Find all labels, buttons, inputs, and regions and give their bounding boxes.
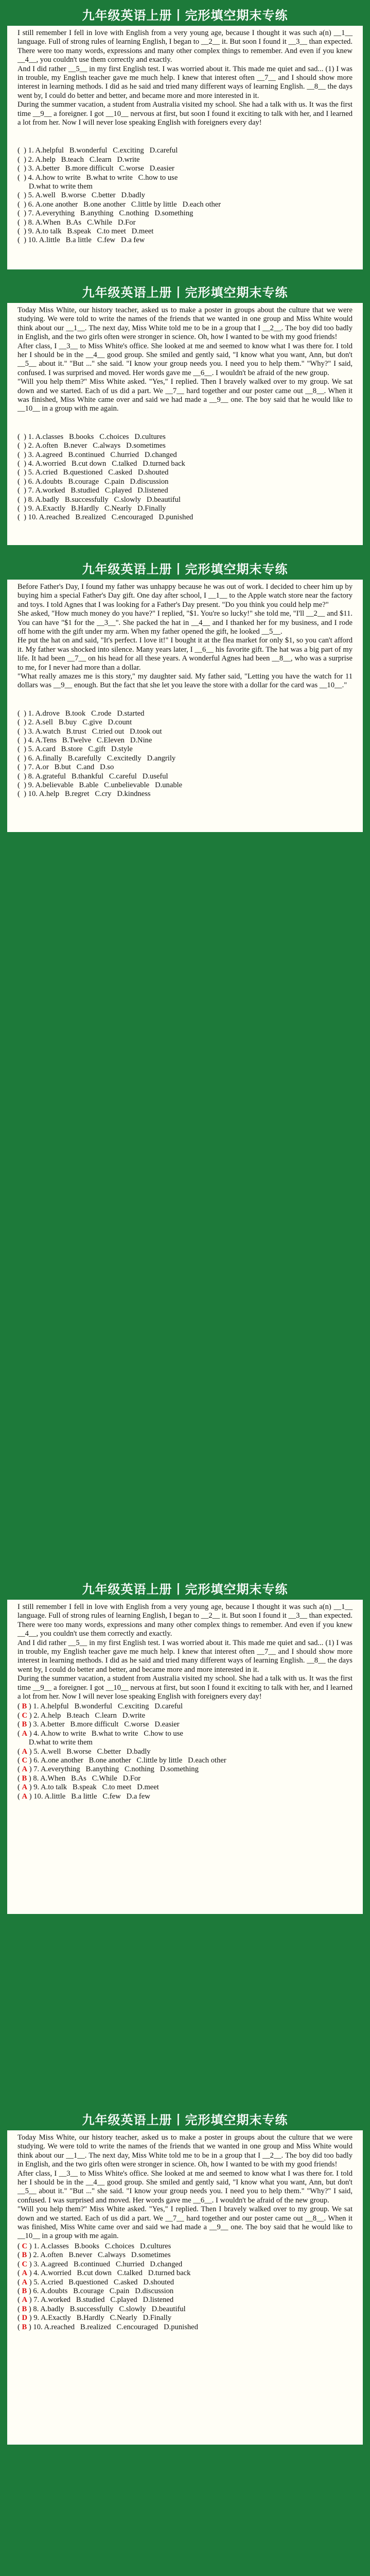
passage-2-answers [17,2133,353,2332]
answer-option-row: ( A ) 4. A.worried B.cut down C.talked D.turned back [17,2269,191,2278]
answer-option-row: ( A ) 7. A.everything B.anything C.nothing D.something [17,1765,199,1774]
paragraph: After class, I __3__ to Miss White's office. She looked at me and seemed to know what I was there for. I told her I should be in the __4__ good group. She smiled and gently said, "I know what you want, Ann, but don't __5__ about it." "But ..." she said. "I know your group needs you. I need you to help them." "Why?" I said, confused. I was surprised and moved. Her words gave me __6__. I wouldn't be afraid of the new group. [17,2169,353,2205]
answer-letter: C [22,2242,28,2250]
answer-option-row: ( C ) 2. A.help B.teach C.learn D.write [17,1711,146,1720]
answer-letter: B [22,1774,27,1783]
answer-letter: A [22,1729,28,1738]
paragraph: Today Miss White, our history teacher, asked us to make a poster in groups about the culture that we were studying. We were told to write the names of the friends that we wanted in one group and Miss White would think about our __1__. The next day, Miss White told me to be in a group that I __2__. The boy did too badly in English, and the two girls often were stronger in science. Oh, how I wanted to be with my good friends! [17,2133,353,2169]
passage-1-answers [17,1603,353,1801]
answer-letter: B [22,2323,27,2331]
paragraph: And I did rather __5__ in my first English test. I was worried about it. This made me quiet and sad... (1) I was in trouble, my English teacher gave me much help. I knew that interest often __7__ and I should show more interest in learning methods. I did as he said and tried many different ways of learning English. __8__ the days went by, I could do better and better, and became more and more interested in it. [17,1638,353,1674]
answer-letter: A [22,2296,28,2304]
answer-option-row: ( B ) 6. A.doubts B.courage C.pain D.discussion [17,2286,174,2295]
paragraph: And I did rather __5__ in my first English test. I was worried about it. This made me quiet and sad... (1) I was in trouble, my English teacher gave me much help. I knew that interest often __7__ and I should show more interest in learning methods. I did as he said and tried many different ways of learning English. __8__ the days went by, I could do better and better, and became more and more interested in it. [17,64,353,100]
paragraph: She asked, "How much money do you have?" I replied, "$1. You're so lucky!" she told me, "I'll __2__ and $11. You can have "$1 for the __3__". She packed the hat in __4__ and I thanked her for my business, and I rode off home with the gift under my arm. When my father opened the gift, he looked __5__. [17,609,353,636]
paragraph: Before Father's Day, I found my father was unhappy because he was out of work. I decided to cheer him up by buying him a special Father's Day gift. One day after school, I __1__ to the Apple watch store near the factory and toys. I told Agnes that I was looking for a Father's Day present. "Do you think you could help me?" [17,583,353,609]
answer-option-row: ( A ) 9. A.to talk B.speak C.to meet D.meet [17,1783,159,1792]
paragraph: During the summer vacation, a student from Australia visited my school. She had a talk with us. It was the first time __9__ a foreigner. I got __10__ nervous at first, but soon I found it exciting to talk with her, and I learned a lot from her. Now I will never lose speaking English with foreigners every day! [17,1674,353,1701]
answer-option-row: ( C ) 1. A.classes B.books C.choices D.cultures [17,2242,171,2250]
answer-letter: A [22,1783,28,1792]
answer-options-list [17,1702,353,1801]
page-section-2 [0,1574,370,2576]
options-list: ( ) 1. A.drove B.took C.rode D.started ( ) 2. A.sell B.buy C.give D.count ( ) 3. A.watch B.trust C.tried out D.took out ( ) 4. A.Tens B.Twelve C.Eleven D.Nine ( ) 5. A.card B.store C.gift D.style ( ) 6. A.finally B.carefully C.excitedly D.angrily ( ) 7. A.or B.but C.and D.so ( ) 8. A.grateful B.thankful C.careful D.useful ( ) 9. A.believable B.able C.unbelievable D.unable ( ) 10. A.help B.regret C.cry D.kindness [17,709,183,799]
answer-letter: A [22,1747,28,1756]
answer-letter: B [22,2304,27,2313]
paragraph: After class, I __3__ to Miss White's office. She looked at me and seemed to know what I was there for. I told her I should be in the __4__ good group. She smiled and gently said, "I know what you want, Ann, but don't __5__ about it." "But ..." she said. "I know your group needs you. I need you to help them." "Why?" I said, confused. I was surprised and moved. Her words gave me __6__. I wouldn't be afraid of the new group. [17,342,353,377]
answer-option-row: ( C ) 3. A.agreed B.continued C.hurried D.changed [17,2260,183,2268]
passage-card [7,0,363,269]
answer-letter: C [22,1711,28,1720]
paragraph: I still remember I fell in love with English from a very young age, because I thought it was such a(n) __1__ language. Full of strong rules of learning English, I began to __2__ it. But soon I found it __3__ than expected. There were too many words, expressions and many other complex things to remember. And even if you knew __4__, you couldn't use them correctly and exactly. [17,1603,353,1638]
paragraph: "Will you help them?" Miss White asked. "Yes," I replied. Then I bravely walked over to my group. We sat down and we started. Each of us did a part. We __7__ hard together and our poster came out __8__. When it was finished, Miss White came over and said we had made a __9__ one. The boy said that he would like to __10__ in a group with me again. [17,2205,353,2241]
page-title: 九年级英语上册丨完形填空期末专练 [82,562,288,577]
answer-option-row: D.what to write them [17,1738,93,1747]
background-filler [0,840,370,1561]
answer-option-row: ( B ) 2. A.often B.never C.always D.sometimes [17,2251,171,2260]
answer-letter: A [22,2269,28,2278]
answer-letter: B [22,2286,27,2295]
options-list: ( ) 1. A.classes B.books C.choices D.cultures ( ) 2. A.often B.never C.always D.sometimes ( ) 3. A.agreed B.continued C.hurried D.changed ( ) 4. A.worried B.cut down C.talked D.turned back ( ) 5. A.cried B.questioned C.asked D.shouted ( ) 6. A.doubts B.courage C.pain D.discussion ( ) 7. A.worked B.studied C.played D.listened ( ) 8. A.badly B.successfully C.slowly D.beautiful ( ) 9. A.Exactly B.Hardly C.Nearly D.Finally ( ) 10. A.reached B.realized C.encouraged D.punished [17,432,193,522]
passage-card-answers [7,2105,363,2445]
answer-option-row: ( B ) 8. A.When B.As C.While D.For [17,1774,141,1783]
answer-letter: B [22,2251,27,2260]
answer-letter: B [22,1702,27,1711]
passage-card [7,277,363,545]
passage-card [7,554,363,832]
passage-card-answers [7,1574,363,1914]
answer-letter: A [22,1792,28,1801]
answer-option-row: ( B ) 1. A.helpful B.wonderful C.exciting D.careful [17,1702,183,1711]
answer-option-row: ( B ) 8. A.badly B.successfully C.slowly D.beautiful [17,2304,186,2313]
answer-letter: C [22,2260,28,2268]
answer-letter: A [22,1765,28,1774]
answer-letter: D [22,2314,28,2323]
answer-letter: A [22,2278,28,2286]
answer-option-row: ( B ) 10. A.reached B.realized C.encouraged D.punished [17,2323,198,2331]
page-title: 九年级英语上册丨完形填空期末专练 [82,1582,288,1597]
paragraph: I still remember I fell in love with English from a very young age, because I thought it was such a(n) __1__ language. Full of strong rules of learning English, I began to __2__ it. But soon I found it __3__ than expected. There were too many words, expressions and many other complex things to remember. And even if you knew __4__, you couldn't use them correctly and exactly. [17,29,353,64]
paragraph: During the summer vacation, a student from Australia visited my school. She had a talk with us. It was the first time __9__ a foreigner. I got __10__ nervous at first, but soon I found it exciting to talk with her, and I learned a lot from her. Now I will never lose speaking English with foreigners every day! [17,100,353,127]
passage-3 [17,583,353,817]
passage-1 [17,29,353,263]
answer-option-row: ( C ) 6. A.one another B.one another C.little by little D.each other [17,1756,226,1765]
page-title: 九年级英语上册丨完形填空期末专练 [82,2113,288,2127]
answer-option-row: ( A ) 10. A.little B.a little C.few D.a few [17,1792,150,1801]
paragraph: He put the hat on and said, "It's perfect. I love it!" I bought it at the flea market for only $1, so you can't afford it. My father was shocked into silence. Many years later, I __6__ his favorite gift. The hat was a big part of my life. It had been __7__ on his head for all these years. A wonderful Agnes had been __8__, who was a surprise to me, for I never had more than a dollar. [17,636,353,672]
answer-option-row: ( A ) 5. A.cried B.questioned C.asked D.shouted [17,2278,174,2286]
answer-option-row: ( A ) 5. A.well B.worse C.better D.badly [17,1747,151,1756]
page-title: 九年级英语上册丨完形填空期末专练 [82,285,288,300]
answer-option-row: ( A ) 7. A.worked B.studied C.played D.listened [17,2296,174,2304]
answer-letter: C [22,1756,28,1765]
passage-2 [17,306,353,540]
paragraph: Today Miss White, our history teacher, asked us to make a poster in groups about the culture that we were studying. We were told to write the names of the friends that we wanted in one group and Miss White would think about our __1__. The next day, Miss White told me to be in a group that I __2__. The boy did too badly in English, and the two girls often were stronger in science. Oh, how I wanted to be with my good friends! [17,306,353,342]
answer-option-row: ( D ) 9. A.Exactly B.Hardly C.Nearly D.Finally [17,2314,172,2323]
answer-option-row: ( B ) 3. A.better B.more difficult C.worse D.easier [17,1720,180,1729]
paragraph: "What really amazes me is this story," my daughter said. My father said, "Letting you have the watch for 11 dollars was __9__ enough. But the fact that she let you leave the store with a dollar for the card was __10__." [17,672,353,690]
answer-letter: B [22,1720,27,1729]
options-list: ( ) 1. A.helpful B.wonderful C.exciting D.careful ( ) 2. A.help B.teach C.learn D.write ( ) 3. A.better B.more difficult C.worse D.easier ( ) 4. A.how to write B.what to write C.how to use D.what to write them ( ) 5. A.well B.worse C.better D.badly ( ) 6. A.one another B.one another C.little by little D.each other ( ) 7. A.everything B.anything C.nothing D.something ( ) 8. A.When B.As C.While D.For ( ) 9. A.to talk B.speak C.to meet D.meet ( ) 10. A.little B.a little C.few D.a few [17,146,221,245]
answer-option-row: ( A ) 4. A.how to write B.what to write C.how to use [17,1729,183,1738]
page-title: 九年级英语上册丨完形填空期末专练 [82,8,288,23]
paragraph: "Will you help them?" Miss White asked. "Yes," I replied. Then I bravely walked over to my group. We sat down and we started. Each of us did a part. We __7__ hard together and our poster came out __8__. When it was finished, Miss White came over and said we had made a __9__ one. The boy said that he would like to __10__ in a group with me again. [17,378,353,413]
answer-options-list [17,2242,353,2332]
